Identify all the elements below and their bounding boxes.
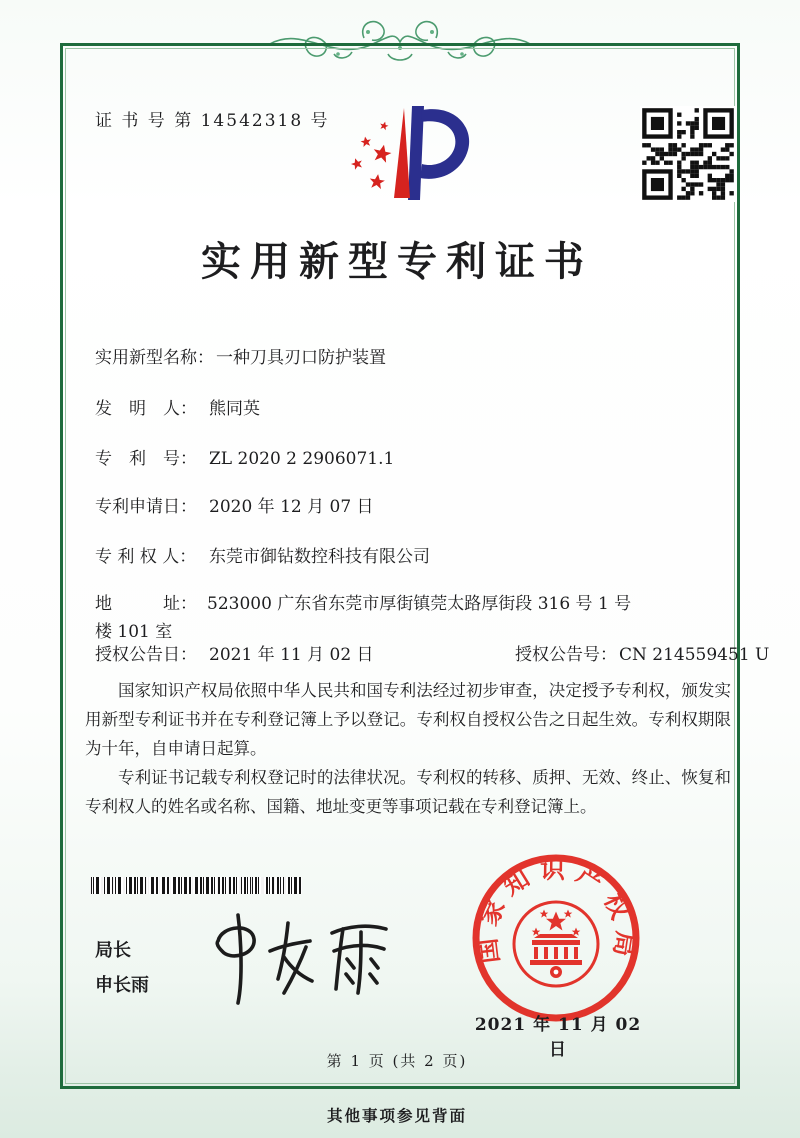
field-label: 发 明 人：	[95, 399, 197, 419]
field-label: 实用新型名称：	[95, 348, 214, 368]
field-value: 2021 年 11 月 02 日	[209, 645, 374, 665]
field-row-filing-date	[95, 492, 374, 517]
field-value: 东莞市御钻数控科技有限公司	[209, 547, 430, 567]
field-row-address	[95, 590, 640, 646]
legal-text-block	[85, 676, 731, 821]
field-pair-grant-number	[515, 640, 769, 665]
field-row-patent-number	[95, 444, 394, 469]
page-number: 第 1 页 (共 2 页)	[326, 1052, 468, 1070]
field-row-grant	[95, 640, 770, 665]
seal-date: 2021 年 11 月 02 日	[474, 1015, 642, 1060]
field-value: 2020 年 12 月 07 日	[209, 497, 374, 517]
field-value: 一种刀具刃口防护装置	[216, 348, 386, 368]
field-label: 专 利 权 人：	[95, 547, 197, 567]
field-row-inventor	[95, 394, 260, 419]
field-row-patentee	[95, 542, 430, 567]
certificate-number: 证 书 号 第 14542318 号	[95, 111, 330, 131]
field-label: 地 址：	[95, 594, 197, 614]
field-label: 专利申请日：	[95, 497, 197, 517]
field-row-name	[95, 343, 386, 368]
national-emblem-icon	[514, 902, 598, 986]
field-value: 熊同英	[209, 399, 260, 419]
certificate-title: 实用新型专利证书	[201, 238, 593, 285]
legal-paragraph: 专利证书记载专利权登记时的法律状况。专利权的转移、质押、无效、终止、恢复和专利权人的姓名或名称、国籍、地址变更等事项记载在专利登记簿上。	[85, 768, 731, 816]
director-block	[95, 933, 149, 1003]
director-name: 申长雨	[95, 975, 149, 996]
field-label: 授权公告号：	[515, 645, 617, 665]
field-label: 专 利 号：	[95, 449, 197, 469]
back-side-note: 其他事项参见背面	[326, 1106, 467, 1125]
director-title: 局长	[95, 940, 131, 961]
qr-code	[640, 106, 736, 202]
barcode	[90, 877, 302, 894]
field-label: 授权公告日：	[95, 645, 197, 665]
seal-agency-text: 国家知识产权局	[471, 854, 641, 968]
field-value: CN 214559451 U	[619, 645, 770, 665]
director-signature-icon	[200, 898, 400, 1010]
cnipa-logo-icon	[332, 90, 492, 218]
legal-paragraph: 国家知识产权局依照中华人民共和国专利法经过初步审查，决定授予专利权，颁发实用新型专利证书并在专利登记簿上予以登记。专利权自授权公告之日起生效。专利权期限为十年，自申请日起算。	[85, 681, 731, 758]
cnipa-seal-icon	[468, 850, 644, 1026]
field-value: ZL 2020 2 2906071.1	[209, 449, 395, 469]
field-value: 523000 广东省东莞市厚街镇莞太路厚街段 316 号 1 号楼 101 室	[95, 594, 632, 642]
